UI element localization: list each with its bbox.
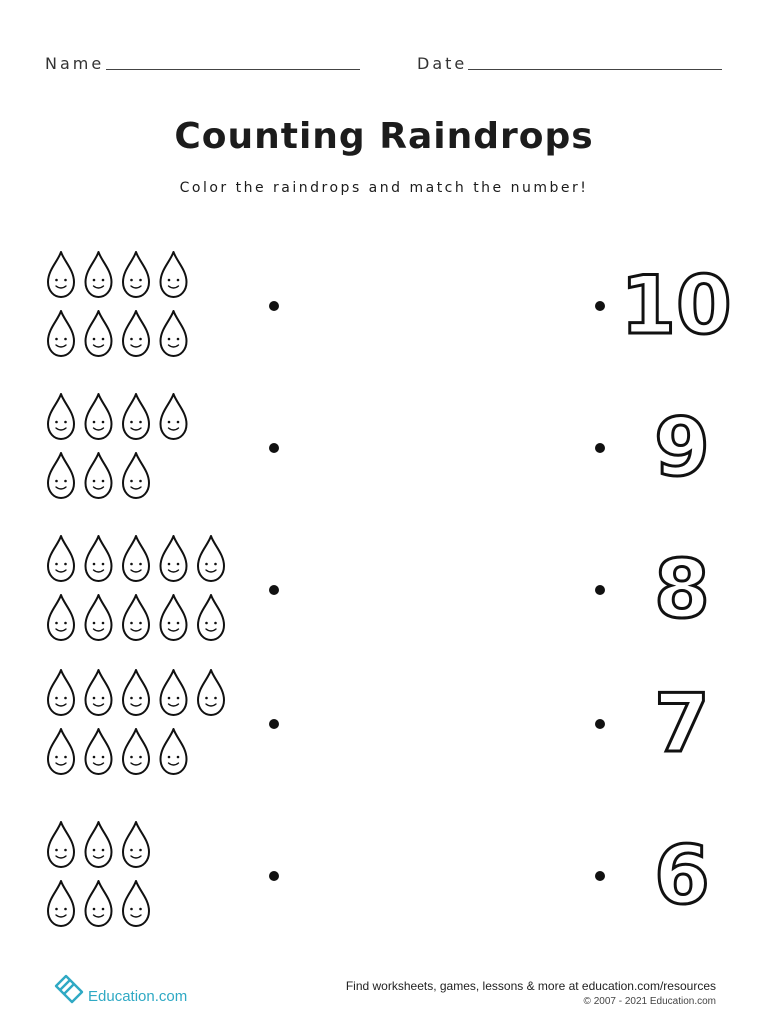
raindrop-icon[interactable] (48, 453, 74, 498)
right-dot-row-4[interactable] (595, 719, 605, 729)
raindrop-icon[interactable] (161, 670, 187, 715)
number-6: 6 (654, 829, 710, 922)
number-10: 10 (620, 259, 732, 352)
raindrop-icon[interactable] (86, 670, 112, 715)
right-dot-row-5[interactable] (595, 871, 605, 881)
raindrop-icon[interactable] (48, 595, 74, 640)
left-dot-row-5[interactable] (269, 871, 279, 881)
footer-copyright: © 2007 - 2021 Education.com (583, 996, 716, 1007)
right-dot-row-1[interactable] (595, 301, 605, 311)
date-label: Date (417, 54, 468, 73)
raindrop-icon[interactable] (198, 670, 224, 715)
worksheet-title: Counting Raindrops (174, 116, 594, 157)
raindrop-icon[interactable] (198, 595, 224, 640)
raindrop-icon[interactable] (123, 670, 149, 715)
left-dot-row-3[interactable] (269, 585, 279, 595)
raindrop-icon[interactable] (123, 311, 149, 356)
footer-tagline: Find worksheets, games, lessons & more at education.com/resources (345, 979, 716, 993)
number-9: 9 (654, 401, 710, 494)
raindrop-icon[interactable] (86, 822, 112, 867)
raindrop-icon[interactable] (123, 729, 149, 774)
raindrop-icon[interactable] (161, 394, 187, 439)
worksheet-instructions: Color the raindrops and match the number! (179, 180, 589, 196)
left-dot-row-4[interactable] (269, 719, 279, 729)
raindrop-icon[interactable] (161, 729, 187, 774)
raindrop-icon[interactable] (86, 252, 112, 297)
raindrop-icon[interactable] (123, 822, 149, 867)
number-8: 8 (654, 543, 710, 636)
raindrop-icon[interactable] (48, 881, 74, 926)
name-label: Name (45, 54, 105, 73)
raindrop-icon[interactable] (161, 311, 187, 356)
raindrop-icon[interactable] (48, 394, 74, 439)
right-dot-row-2[interactable] (595, 443, 605, 453)
raindrop-icon[interactable] (86, 729, 112, 774)
raindrop-icon[interactable] (86, 881, 112, 926)
raindrop-icon[interactable] (48, 729, 74, 774)
left-dot-row-1[interactable] (269, 301, 279, 311)
raindrop-icon[interactable] (86, 595, 112, 640)
raindrop-icon[interactable] (161, 252, 187, 297)
raindrop-icon[interactable] (48, 822, 74, 867)
raindrop-icon[interactable] (48, 670, 74, 715)
raindrop-icon[interactable] (123, 536, 149, 581)
brand-name: Education.com (88, 988, 188, 1005)
raindrop-icon[interactable] (86, 311, 112, 356)
raindrop-icon[interactable] (198, 536, 224, 581)
raindrop-icon[interactable] (86, 394, 112, 439)
raindrop-icon[interactable] (86, 536, 112, 581)
raindrop-icon[interactable] (48, 311, 74, 356)
raindrop-icon[interactable] (123, 453, 149, 498)
raindrop-icon[interactable] (48, 536, 74, 581)
raindrop-icon[interactable] (161, 595, 187, 640)
raindrop-icon[interactable] (123, 595, 149, 640)
raindrop-icon[interactable] (86, 453, 112, 498)
raindrop-icon[interactable] (161, 536, 187, 581)
right-dot-row-3[interactable] (595, 585, 605, 595)
raindrop-icon[interactable] (48, 252, 74, 297)
raindrop-icon[interactable] (123, 394, 149, 439)
education-logo-icon (52, 972, 86, 1006)
raindrop-icon[interactable] (123, 881, 149, 926)
number-7: 7 (654, 677, 710, 770)
left-dot-row-2[interactable] (269, 443, 279, 453)
raindrop-icon[interactable] (123, 252, 149, 297)
